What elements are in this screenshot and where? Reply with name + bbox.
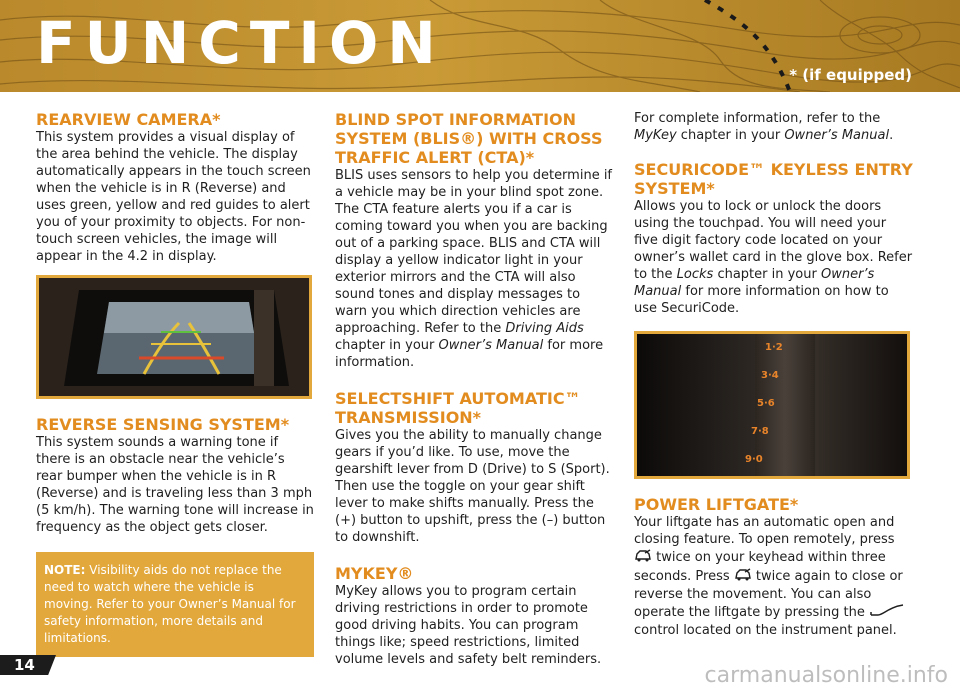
note-text (44, 562, 306, 647)
if-equipped-note: * (if equipped) (789, 66, 912, 84)
column-1 (36, 110, 314, 657)
power-liftgate-text: Your liftgate has an automatic open and closing feature. To open remotely, press twice on your keyhead within three seconds. Press twice again to close or reverse the movement. You can also operate the liftgate by pressing the control located on the instrument panel. (634, 514, 914, 639)
reverse-sensing-heading: REVERSE SENSING SYSTEM* (36, 415, 290, 434)
liftgate-dash-icon (869, 603, 905, 622)
watermark: carmanualsonline.info (704, 663, 948, 688)
page-title: FUNCTION (36, 9, 445, 77)
rearview-camera-text: This system provides a visual display of the area behind the vehicle. The display automatically appears in the touch screen when the vehicle is in R (Reverse) and uses green, yellow and red guides to alert you of your proximity to objects. For non-touch screen vehicles, the image will appear in the 4.2 in display. (36, 130, 311, 264)
page-number: 14 (14, 656, 35, 674)
note-body: Visibility aids do not replace the need to watch where the vehicle is moving. Refer to your Owner’s Manual for safety information, more details and limitations. (44, 563, 296, 645)
power-liftgate-heading: POWER LIFTGATE* (634, 495, 799, 514)
securicode-heading: SECURICODE™ KEYLESS ENTRY SYSTEM* (634, 160, 913, 198)
rearview-camera-heading: REARVIEW CAMERA* (36, 110, 221, 129)
column-3 (634, 110, 914, 639)
liftgate-remote-icon (634, 548, 652, 567)
liftgate-remote-icon (734, 567, 752, 586)
blis-text: BLIS uses sensors to help you determine if a vehicle may be in your blind spot zone. The CTA feature alerts you if a car is coming toward you when you are backing out of a parking space. BLIS and CTA will display a yellow indicator light in your exterior mirrors and the CTA will also sound tones and display messages to warn you which direction vehicles are approaching. Refer to the Driving Aids chapter in your Owner’s Manual for more information. (335, 168, 613, 370)
keypad-key: 7·8 (751, 426, 769, 437)
keypad-key: 5·6 (757, 398, 775, 409)
rearview-camera-photo (36, 275, 312, 399)
keypad-key: 3·4 (761, 370, 779, 381)
mykey-text: MyKey allows you to program certain driving restrictions in order to promote good driving habits. You can program things like; speed restrictions, limited volume levels and safety belt reminders. (335, 584, 602, 667)
keypad-key: 1·2 (765, 342, 783, 353)
note-label: NOTE: (44, 563, 86, 577)
mykey-reference-text: For complete information, refer to the MyKey chapter in your Owner’s Manual. (634, 111, 894, 143)
mykey-heading: MYKEY® (335, 564, 414, 583)
selectshift-heading: SELECTSHIFT AUTOMATIC™ TRANSMISSION* (335, 389, 581, 427)
securicode-keypad-photo (634, 331, 910, 479)
header-banner (0, 0, 960, 92)
reverse-sensing-text: This system sounds a warning tone if there is an obstacle near the vehicle’s rear bumper when the vehicle is in R (Reverse) and is traveling less than 3 mph (5 km/h). The warning tone will increase in frequency as the object gets closer. (36, 435, 314, 535)
note-box (36, 552, 314, 657)
securicode-text: Allows you to lock or unlock the doors using the touchpad. You will need your five digit factory code located on your owner’s wallet card in the glove box. Refer to the Locks chapter in your Owner’s Manual for more information on how to use SecuriCode. (634, 199, 913, 316)
column-2 (335, 110, 615, 668)
keypad-key: 9·0 (745, 454, 763, 465)
camera-display-illustration (39, 278, 309, 396)
blis-heading: BLIND SPOT INFORMATION SYSTEM (BLIS®) WITH CROSS TRAFFIC ALERT (CTA)* (335, 110, 603, 167)
selectshift-text: Gives you the ability to manually change gears if you’d like. To use, move the gearshift lever from D (Drive) to S (Sport). Then use the toggle on your gear shift lever to make shifts manually. Press the (+) button to upshift, press the (–) button to downshift. (335, 428, 610, 545)
